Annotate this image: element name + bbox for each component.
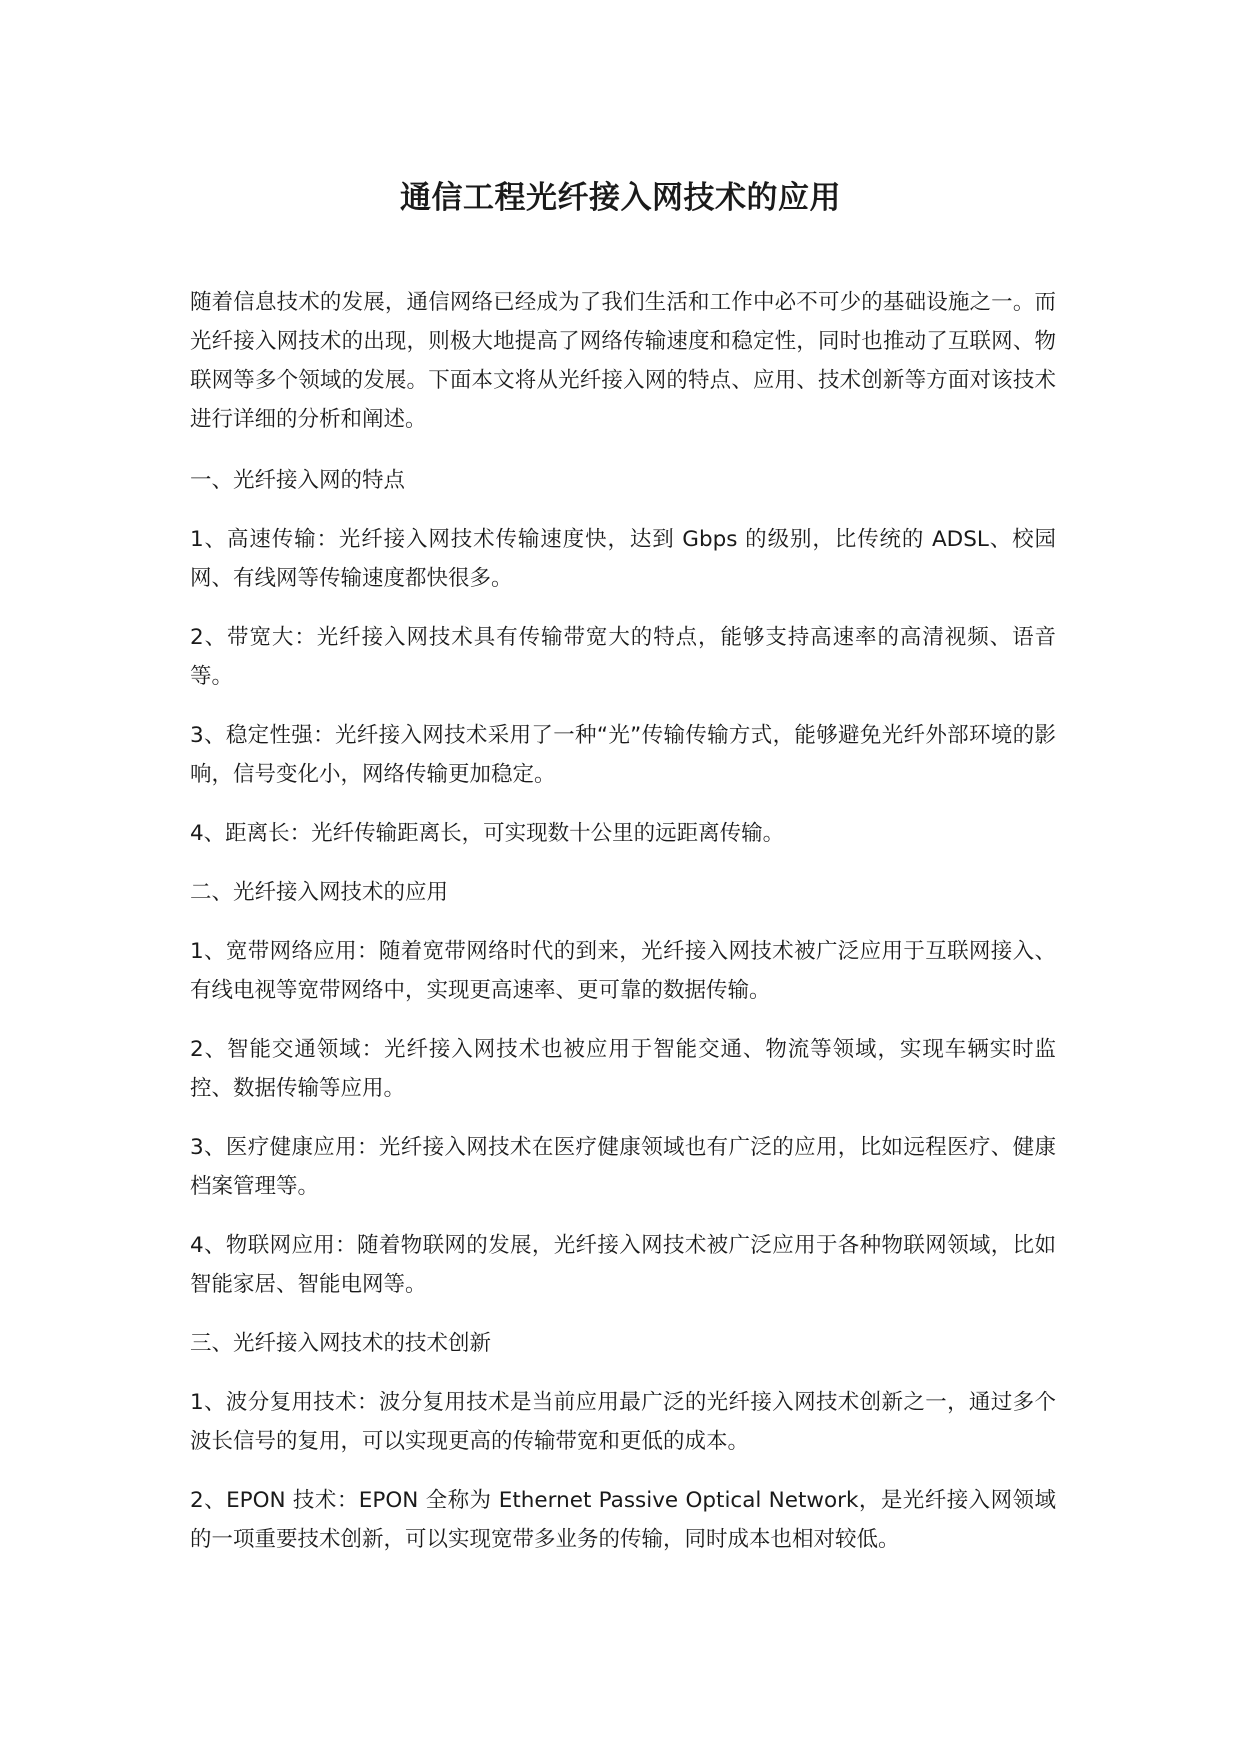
list-item: 2、EPON 技术：EPON 全称为 Ethernet Passive Optical Network，是光纤接入网领域的一项重要技术创新，可以实现宽带多业务的传输，同时成本也相对较低。 bbox=[190, 1488, 1056, 1552]
section-heading-features: 一、光纤接入网的特点 bbox=[190, 468, 406, 493]
list-item: 3、医疗健康应用：光纤接入网技术在医疗健康领域也有广泛的应用，比如远程医疗、健康档案管理等。 bbox=[190, 1135, 1056, 1199]
section-heading-innovation: 三、光纤接入网技术的技术创新 bbox=[190, 1331, 492, 1356]
list-item: 2、带宽大：光纤接入网技术具有传输带宽大的特点，能够支持高速率的高清视频、语音等。 bbox=[190, 625, 1056, 689]
list-item: 1、宽带网络应用：随着宽带网络时代的到来，光纤接入网技术被广泛应用于互联网接入、有线电视等宽带网络中，实现更高速率、更可靠的数据传输。 bbox=[190, 939, 1056, 1003]
list-item: 4、物联网应用：随着物联网的发展，光纤接入网技术被广泛应用于各种物联网领域，比如智能家居、智能电网等。 bbox=[190, 1233, 1056, 1297]
section-heading-applications: 二、光纤接入网技术的应用 bbox=[190, 880, 449, 905]
list-item: 4、距离长：光纤传输距离长，可实现数十公里的远距离传输。 bbox=[190, 821, 785, 846]
document-body bbox=[190, 283, 1056, 1579]
list-item: 3、稳定性强：光纤接入网技术采用了一种“光”传输传输方式，能够避免光纤外部环境的影响，信号变化小，网络传输更加稳定。 bbox=[190, 723, 1056, 787]
list-item: 1、波分复用技术：波分复用技术是当前应用最广泛的光纤接入网技术创新之一，通过多个波长信号的复用，可以实现更高的传输带宽和更低的成本。 bbox=[190, 1390, 1056, 1454]
document-title: 通信工程光纤接入网技术的应用 bbox=[400, 180, 841, 216]
intro-paragraph: 随着信息技术的发展，通信网络已经成为了我们生活和工作中必不可少的基础设施之一。而光纤接入网技术的出现，则极大地提高了网络传输速度和稳定性，同时也推动了互联网、物联网等多个领域的发展。下面本文将从光纤接入网的特点、应用、技术创新等方面对该技术进行详细的分析和阐述。 bbox=[190, 290, 1056, 432]
list-item: 1、高速传输：光纤接入网技术传输速度快，达到 Gbps 的级别，比传统的 ADSL、校园网、有线网等传输速度都快很多。 bbox=[190, 527, 1056, 591]
list-item: 2、智能交通领域：光纤接入网技术也被应用于智能交通、物流等领域，实现车辆实时监控、数据传输等应用。 bbox=[190, 1037, 1056, 1101]
